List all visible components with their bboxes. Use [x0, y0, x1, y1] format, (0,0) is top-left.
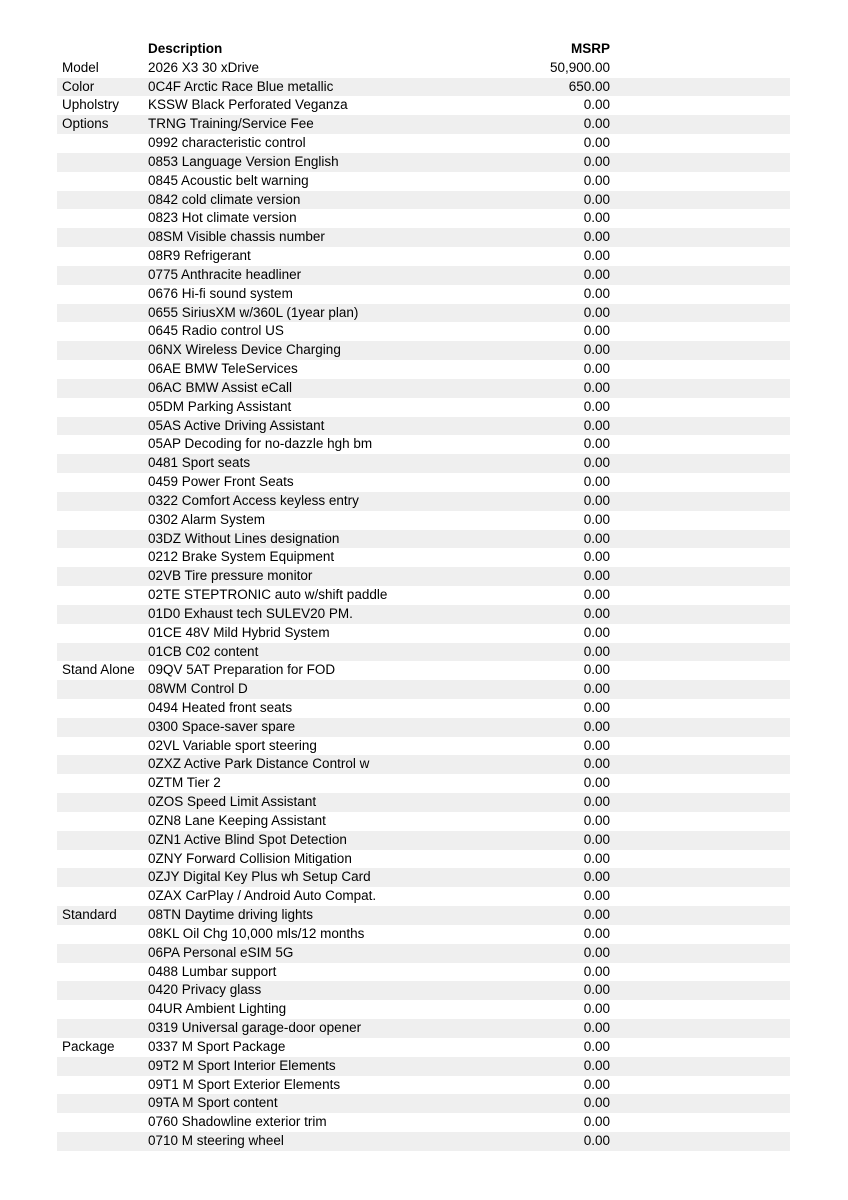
row-msrp: 0.00: [583, 605, 610, 621]
row-msrp: 0.00: [583, 888, 610, 904]
row-description: 01CB C02 content: [148, 643, 259, 659]
row-description: KSSW Black Perforated Veganza: [148, 97, 348, 113]
table-row: [57, 530, 790, 549]
table-row: [57, 1019, 790, 1038]
row-msrp: 0.00: [583, 624, 610, 640]
table-row: [57, 737, 790, 756]
table-row: [57, 699, 790, 718]
row-msrp: 0.00: [583, 869, 610, 885]
row-msrp: 0.00: [583, 172, 610, 188]
row-msrp: 0.00: [583, 210, 610, 226]
row-description: 0823 Hot climate version: [148, 210, 297, 226]
row-description: 0ZNY Forward Collision Mitigation: [148, 850, 352, 866]
row-msrp: 0.00: [583, 1057, 610, 1073]
table-row: [57, 304, 790, 323]
row-msrp: 0.00: [583, 417, 610, 433]
table-row: [57, 153, 790, 172]
table-row: [57, 209, 790, 228]
row-category: Upholstry: [62, 97, 120, 113]
row-msrp: 0.00: [583, 925, 610, 941]
row-msrp: 0.00: [583, 1020, 610, 1036]
header-msrp: MSRP: [570, 41, 610, 56]
table-row: [57, 925, 790, 944]
row-msrp: 0.00: [583, 398, 610, 414]
row-description: 0845 Acoustic belt warning: [148, 172, 309, 188]
table-row: [57, 172, 790, 191]
row-msrp: 0.00: [583, 775, 610, 791]
vehicle-pricing-sheet: [57, 40, 790, 1151]
row-msrp: 0.00: [583, 812, 610, 828]
table-row: [57, 1076, 790, 1095]
row-msrp: 0.00: [583, 737, 610, 753]
row-description: 0775 Anthracite headliner: [148, 266, 302, 282]
row-description: 0C4F Arctic Race Blue metallic: [148, 78, 334, 94]
row-description: 09T2 M Sport Interior Elements: [148, 1057, 336, 1073]
row-msrp: 0.00: [583, 794, 610, 810]
row-msrp: 0.00: [583, 643, 610, 659]
row-msrp: 0.00: [583, 944, 610, 960]
row-description: 08SM Visible chassis number: [148, 229, 325, 245]
row-description: 0ZN1 Active Blind Spot Detection: [148, 831, 347, 847]
row-description: 0992 characteristic control: [148, 135, 306, 151]
row-description: 09T1 M Sport Exterior Elements: [148, 1076, 341, 1092]
table-row: [57, 1057, 790, 1076]
row-msrp: 0.00: [583, 982, 610, 998]
row-msrp: 650.00: [568, 78, 610, 94]
table-row: [57, 473, 790, 492]
table-row: [57, 247, 790, 266]
table-header-row: [57, 40, 790, 59]
table-row: [57, 812, 790, 831]
table-row: [57, 322, 790, 341]
row-msrp: 0.00: [583, 587, 610, 603]
table-row: [57, 78, 790, 97]
row-msrp: 0.00: [583, 850, 610, 866]
row-description: 0645 Radio control US: [148, 323, 284, 339]
row-category: Model: [62, 59, 99, 75]
row-description: 0ZXZ Active Park Distance Control w: [148, 756, 370, 772]
row-msrp: 0.00: [583, 511, 610, 527]
row-description: 05DM Parking Assistant: [148, 398, 292, 414]
table-row: [57, 963, 790, 982]
table-row: [57, 981, 790, 1000]
row-msrp: 50,900.00: [549, 59, 610, 75]
table-row: [57, 379, 790, 398]
row-description: 0322 Comfort Access keyless entry: [148, 492, 359, 508]
row-msrp: 0.00: [583, 323, 610, 339]
row-msrp: 0.00: [583, 153, 610, 169]
row-msrp: 0.00: [583, 266, 610, 282]
row-msrp: 0.00: [583, 831, 610, 847]
row-description: 0459 Power Front Seats: [148, 474, 294, 490]
table-row: [57, 1113, 790, 1132]
table-row: [57, 191, 790, 210]
table-row: [57, 1094, 790, 1113]
row-msrp: 0.00: [583, 1095, 610, 1111]
row-msrp: 0.00: [583, 1114, 610, 1130]
table-row: [57, 285, 790, 304]
table-row: [57, 868, 790, 887]
row-description: 01D0 Exhaust tech SULEV20 PM.: [148, 605, 353, 621]
row-msrp: 0.00: [583, 455, 610, 471]
row-description: 03DZ Without Lines designation: [148, 530, 340, 546]
row-msrp: 0.00: [583, 530, 610, 546]
row-description: 0ZJY Digital Key Plus wh Setup Card: [148, 869, 371, 885]
row-description: TRNG Training/Service Fee: [148, 116, 314, 132]
table-row: [57, 228, 790, 247]
row-msrp: 0.00: [583, 1038, 610, 1054]
row-msrp: 0.00: [583, 568, 610, 584]
table-row: [57, 850, 790, 869]
row-description: 0420 Privacy glass: [148, 982, 262, 998]
row-msrp: 0.00: [583, 756, 610, 772]
row-msrp: 0.00: [583, 342, 610, 358]
row-msrp: 0.00: [583, 963, 610, 979]
table-row: [57, 360, 790, 379]
row-description: 02VL Variable sport steering: [148, 737, 317, 753]
row-description: 06PA Personal eSIM 5G: [148, 944, 294, 960]
row-msrp: 0.00: [583, 361, 610, 377]
table-row: [57, 887, 790, 906]
row-msrp: 0.00: [583, 379, 610, 395]
row-msrp: 0.00: [583, 304, 610, 320]
row-description: 0ZTM Tier 2: [148, 775, 221, 791]
row-msrp: 0.00: [583, 1133, 610, 1149]
row-description: 05AP Decoding for no-dazzle hgh bm: [148, 436, 373, 452]
row-msrp: 0.00: [583, 116, 610, 132]
row-description: 0488 Lumbar support: [148, 963, 277, 979]
row-category: Options: [62, 116, 109, 132]
table-row: [57, 944, 790, 963]
row-category: Stand Alone: [62, 662, 135, 678]
row-msrp: 0.00: [583, 718, 610, 734]
row-msrp: 0.00: [583, 135, 610, 151]
table-row: [57, 417, 790, 436]
row-description: 0853 Language Version English: [148, 153, 339, 169]
row-description: 08WM Control D: [148, 681, 248, 697]
row-description: 0319 Universal garage-door opener: [148, 1020, 362, 1036]
table-row: [57, 59, 790, 78]
row-msrp: 0.00: [583, 191, 610, 207]
row-description: 08R9 Refrigerant: [148, 248, 251, 264]
row-msrp: 0.00: [583, 248, 610, 264]
row-description: 0300 Space-saver spare: [148, 718, 296, 734]
table-row: [57, 718, 790, 737]
row-description: 06NX Wireless Device Charging: [148, 342, 341, 358]
table-row: [57, 134, 790, 153]
row-description: 06AC BMW Assist eCall: [148, 379, 293, 395]
table-row: [57, 492, 790, 511]
pricing-table-body: [57, 59, 790, 1151]
header-description: Description: [148, 41, 223, 56]
table-row: [57, 793, 790, 812]
row-description: 0760 Shadowline exterior trim: [148, 1114, 327, 1130]
row-description: 08TN Daytime driving lights: [148, 907, 314, 923]
row-description: 0212 Brake System Equipment: [148, 549, 335, 565]
row-description: 0ZOS Speed Limit Assistant: [148, 794, 317, 810]
row-msrp: 0.00: [583, 681, 610, 697]
row-category: Color: [62, 78, 95, 94]
row-msrp: 0.00: [583, 492, 610, 508]
row-msrp: 0.00: [583, 436, 610, 452]
table-row: [57, 511, 790, 530]
row-description: 05AS Active Driving Assistant: [148, 417, 325, 433]
table-row: [57, 1132, 790, 1151]
row-description: 02VB Tire pressure monitor: [148, 568, 313, 584]
row-description: 01CE 48V Mild Hybrid System: [148, 624, 330, 640]
table-row: [57, 680, 790, 699]
row-description: 09QV 5AT Preparation for FOD: [148, 662, 336, 678]
row-msrp: 0.00: [583, 229, 610, 245]
table-row: [57, 586, 790, 605]
table-row: [57, 1038, 790, 1057]
row-description: 0ZN8 Lane Keeping Assistant: [148, 812, 326, 828]
row-description: 0842 cold climate version: [148, 191, 301, 207]
table-row: [57, 548, 790, 567]
row-description: 0337 M Sport Package: [148, 1038, 286, 1054]
row-category: Standard: [62, 907, 117, 923]
row-description: 0481 Sport seats: [148, 455, 251, 471]
row-description: 02TE STEPTRONIC auto w/shift paddle: [148, 587, 388, 603]
row-description: 09TA M Sport content: [148, 1095, 278, 1111]
row-description: 06AE BMW TeleServices: [148, 361, 298, 377]
row-description: 04UR Ambient Lighting: [148, 1001, 287, 1017]
table-row: [57, 605, 790, 624]
row-msrp: 0.00: [583, 907, 610, 923]
row-description: 0655 SiriusXM w/360L (1year plan): [148, 304, 359, 320]
row-description: 0676 Hi-fi sound system: [148, 285, 293, 301]
table-row: [57, 906, 790, 925]
row-msrp: 0.00: [583, 474, 610, 490]
table-row: [57, 115, 790, 134]
row-msrp: 0.00: [583, 699, 610, 715]
table-row: [57, 398, 790, 417]
row-description: 08KL Oil Chg 10,000 mls/12 months: [148, 925, 365, 941]
table-row: [57, 755, 790, 774]
row-msrp: 0.00: [583, 662, 610, 678]
table-row: [57, 643, 790, 662]
row-description: 0ZAX CarPlay / Android Auto Compat.: [148, 888, 377, 904]
table-row: [57, 266, 790, 285]
table-row: [57, 341, 790, 360]
table-row: [57, 774, 790, 793]
row-msrp: 0.00: [583, 97, 610, 113]
table-row: [57, 831, 790, 850]
table-row: [57, 567, 790, 586]
table-row: [57, 624, 790, 643]
row-msrp: 0.00: [583, 1001, 610, 1017]
row-category: Package: [62, 1038, 115, 1054]
table-row: [57, 454, 790, 473]
row-description: 0494 Heated front seats: [148, 699, 293, 715]
table-row: [57, 435, 790, 454]
row-msrp: 0.00: [583, 549, 610, 565]
row-msrp: 0.00: [583, 1076, 610, 1092]
table-row: [57, 661, 790, 680]
table-row: [57, 1000, 790, 1019]
row-description: 2026 X3 30 xDrive: [148, 59, 260, 75]
row-description: 0302 Alarm System: [148, 511, 266, 527]
row-msrp: 0.00: [583, 285, 610, 301]
row-description: 0710 M steering wheel: [148, 1133, 284, 1149]
table-row: [57, 96, 790, 115]
